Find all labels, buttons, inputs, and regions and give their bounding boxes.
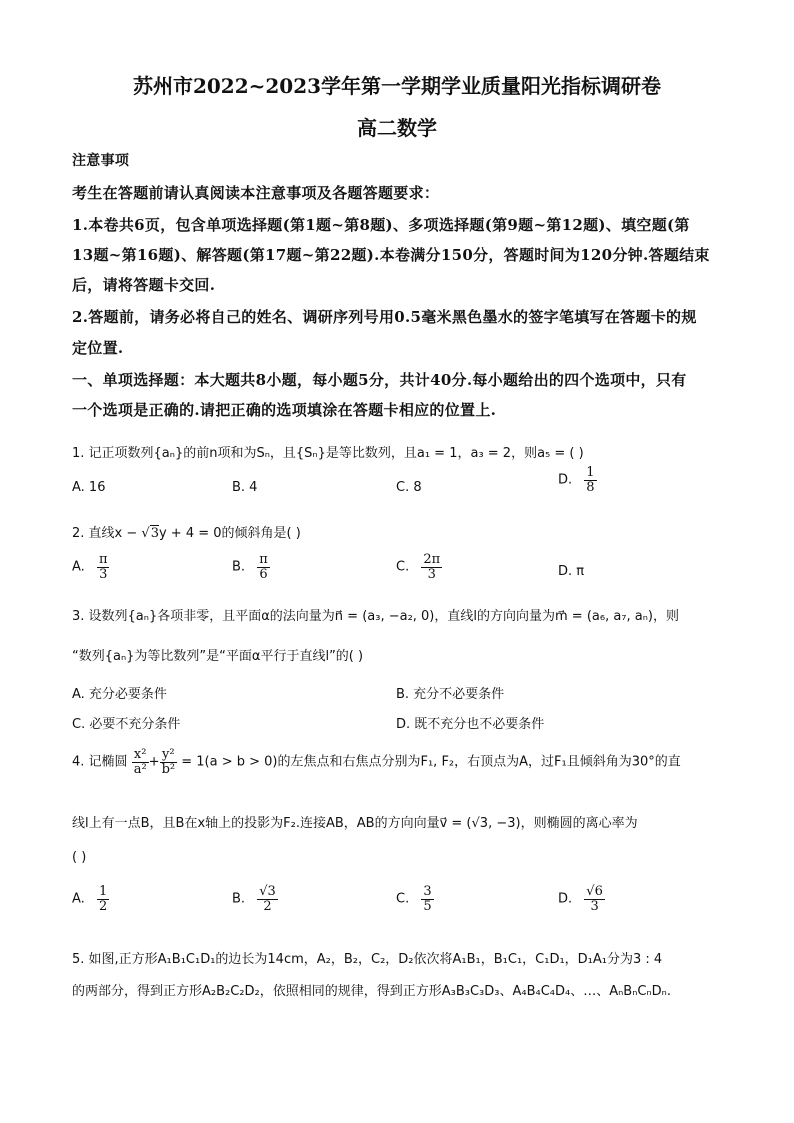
- q2-option-a: [72, 553, 109, 581]
- q1-option-d-label: D.: [558, 472, 573, 488]
- q2-sqrt-radicand: 3: [150, 526, 159, 541]
- q2-option-b-fraction: [257, 553, 270, 581]
- q1-option-d-numerator: 1: [586, 465, 595, 480]
- q2-option-c-fraction: [421, 553, 442, 581]
- q4-option-c-fraction: [421, 885, 433, 913]
- q1-option-d: [558, 466, 597, 494]
- q2-option-a-denominator: 3: [99, 566, 108, 582]
- q4-option-a-fraction: [97, 885, 109, 913]
- q4-option-d-fraction: [584, 885, 605, 913]
- question-2-text: [72, 522, 301, 541]
- q4-option-d-numerator: √6: [586, 884, 603, 899]
- question-3-line1: 3. 设数列{aₙ}各项非零，且平面α的法向量为n⃗ = (a₃, −a₂, 0)，直线l的方向向量为m⃗ = (a₆, a₇, aₙ)，则: [72, 609, 679, 624]
- q2-sqrt: √3: [141, 526, 159, 541]
- question-4-line1: [72, 748, 681, 776]
- q3-option-b: B. 充分不必要条件: [396, 687, 505, 702]
- q3-option-a: A. 充分必要条件: [72, 687, 167, 702]
- notice-item2-line2: 定位置.: [72, 339, 124, 357]
- notice-item1-line1: 1.本卷共6页，包含单项选择题(第1题~第8题)、多项选择题(第9题~第12题)、填空题(第: [72, 216, 690, 234]
- page-title: 苏州市2022~2023学年第一学期学业质量阳光指标调研卷: [132, 74, 662, 98]
- q4-option-c: [396, 885, 434, 913]
- q4-option-d-label: D.: [558, 891, 573, 907]
- q4-option-a-label: A.: [72, 891, 85, 907]
- section1-line1: 一、单项选择题：本大题共8小题，每小题5分，共计40分.每小题给出的四个选项中，只有: [72, 371, 687, 389]
- question-4-line3: ( ): [72, 850, 87, 865]
- q2-option-c: [396, 553, 442, 581]
- q1-option-a: A. 16: [72, 480, 106, 495]
- q4-option-b: [232, 885, 278, 913]
- notice-item1-line2: 13题~第16题)、解答题(第17题~第22题).本卷满分150分，答题时间为120分钟.答题结束: [72, 246, 710, 264]
- q4-option-d: [558, 885, 605, 913]
- q4-fraction-y: [160, 748, 178, 776]
- q2-option-b-denominator: 6: [259, 566, 268, 582]
- q1-option-d-denominator: 8: [586, 479, 595, 495]
- q2-option-c-label: C.: [396, 559, 410, 575]
- q2-option-b-numerator: π: [259, 552, 268, 567]
- q2-option-b-label: B.: [232, 559, 246, 575]
- q2-option-a-fraction: [97, 553, 110, 581]
- q2-option-b: [232, 553, 270, 581]
- notice-intro: 考生在答题前请认真阅读本注意事项及各题答题要求：: [72, 184, 440, 202]
- question-5-line1: 5. 如图,正方形A₁B₁C₁D₁的边长为14cm，A₂，B₂，C₂，D₂依次将A₁B₁，B₁C₁，C₁D₁，D₁A₁分为3 : 4: [72, 952, 663, 967]
- q4-post: = 1(a > b > 0)的左焦点和右焦点分别为F₁, F₂，右顶点为A，过F₁且倾斜角为30°的直: [177, 754, 681, 770]
- q2-option-d: D. π: [558, 564, 585, 579]
- q4-fraction-x: [132, 748, 149, 776]
- notice-item1-line3: 后，请将答题卡交回.: [72, 276, 216, 294]
- q4-option-b-fraction: [257, 885, 278, 913]
- q2-text-post: y + 4 = 0的倾斜角是( ): [158, 526, 301, 541]
- q4-option-b-denominator: 2: [263, 898, 272, 914]
- q4-plus: +: [148, 754, 160, 770]
- q4-option-b-label: B.: [232, 891, 246, 907]
- q4-fraction-x-denominator: a²: [133, 761, 147, 777]
- question-1-text: 1. 记正项数列{aₙ}的前n项和为Sₙ，且{Sₙ}是等比数列，且a₁ = 1，a₃ = 2，则a₅ = ( ): [72, 446, 584, 461]
- q2-option-c-numerator: 2π: [423, 552, 441, 567]
- q4-option-a-numerator: 1: [98, 884, 108, 899]
- q1-option-c: C. 8: [396, 480, 422, 495]
- q2-option-a-numerator: π: [98, 552, 108, 567]
- q3-option-d: D. 既不充分也不必要条件: [396, 717, 545, 732]
- notice-item2-line1: 2.答题前，请务必将自己的姓名、调研序列号用0.5毫米黑色墨水的签字笔填写在答题卡的规: [72, 308, 697, 326]
- q2-option-c-denominator: 3: [427, 566, 436, 582]
- section1-line2: 一个选项是正确的.请把正确的选项填涂在答题卡相应的位置上.: [72, 401, 497, 419]
- q4-fraction-y-numerator: y²: [160, 748, 178, 763]
- q3-option-c: C. 必要不充分条件: [72, 717, 181, 732]
- q1-option-b: B. 4: [232, 480, 258, 495]
- q4-fraction-x-numerator: x²: [132, 748, 149, 763]
- q2-option-a-label: A.: [72, 559, 85, 575]
- q1-option-d-fraction: [584, 466, 596, 494]
- q4-option-a: [72, 885, 109, 913]
- page-subtitle: 高二数学: [357, 116, 437, 140]
- q4-option-a-denominator: 2: [98, 898, 108, 914]
- question-3-line2: “数列{aₙ}为等比数列”是“平面α平行于直线l”的( ): [72, 649, 364, 664]
- question-5-line2: 的两部分，得到正方形A₂B₂C₂D₂，依照相同的规律，得到正方形A₃B₃C₃D₃、A₄B₄C₄D₄、…、AₙBₙCₙDₙ.: [72, 984, 671, 999]
- q4-option-d-denominator: 3: [590, 898, 599, 914]
- question-4-line2: 线l上有一点B，且B在x轴上的投影为F₂.连接AB，AB的方向向量v⃗ = (√3, −3)，则椭圆的离心率为: [72, 816, 638, 831]
- notice-heading: 注意事项: [72, 153, 130, 169]
- q2-text-pre: 2. 直线x −: [72, 526, 142, 541]
- q4-fraction-y-denominator: b²: [161, 761, 176, 777]
- q4-option-b-numerator: √3: [259, 884, 276, 899]
- q4-option-c-numerator: 3: [423, 884, 432, 899]
- q4-option-c-label: C.: [396, 891, 410, 907]
- q4-option-c-denominator: 5: [423, 898, 432, 914]
- q4-pre: 4. 记椭圆: [72, 754, 128, 770]
